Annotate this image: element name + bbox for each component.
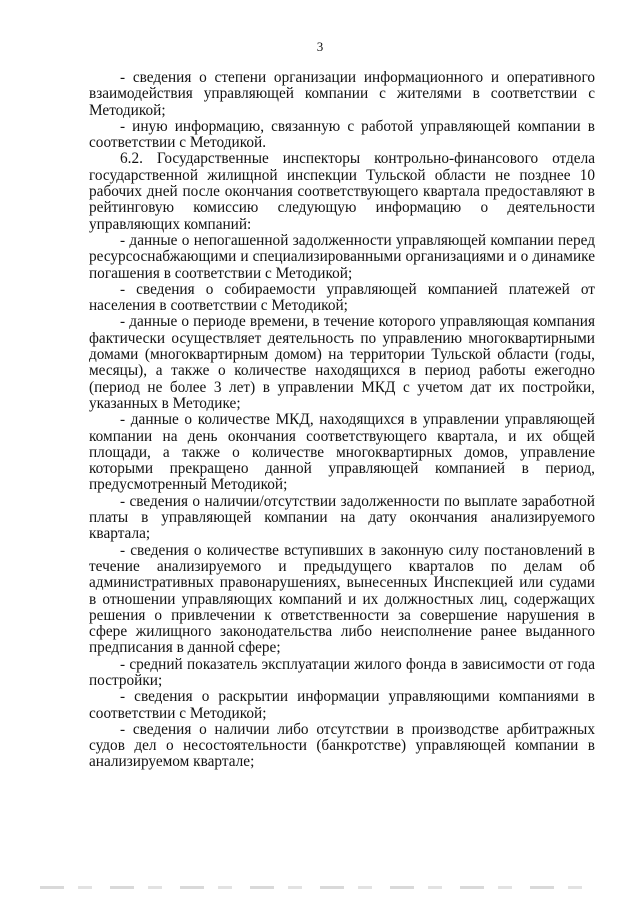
- paragraph: - данные о непогашенной задолженности управляющей компании перед ресурсоснабжающими и специализированными организациями и о динамике погашения в соответствии с Методикой;: [89, 231, 595, 282]
- scan-footer-artifact: [40, 886, 600, 889]
- paragraph: - сведения о раскрытии информации управляющими компаниями в соответствии с Методикой;: [89, 688, 595, 722]
- page-number: 3: [316, 39, 324, 54]
- paragraph: - средний показатель эксплуатации жилого фонда в зависимости от года постройки;: [89, 655, 595, 689]
- paragraph: - сведения о количестве вступивших в законную силу постановлений в течение анализируемого и предыдущего кварталов по делам об административных правонарушениях, вынесенных Инспекцией или судами в отношении управляющих компаний и их должностных лиц, содержащих решения о привлечении к ответственности за совершение нарушения в сфере жилищного законодательства либо неисполнение ранее выданного предписания в данной сфере;: [89, 541, 595, 657]
- section-paragraph-6-2: 6.2. Государственные инспекторы контрольно-финансового отдела государственной жилищной инспекции Тульской области не позднее 10 рабочих дней после окончания соответствующего квартала предоставляют в рейтинговую комиссию следующую информацию о деятельности управляющих компаний:: [89, 150, 595, 233]
- paragraph: - сведения о наличии/отсутствии задолженности по выплате заработной платы в управляющей компании на дату окончания анализируемого квартала;: [89, 492, 595, 543]
- paragraph: - иную информацию, связанную с работой управляющей компании в соответствии с Методикой.: [89, 117, 595, 152]
- paragraph: - данные о периоде времени, в течение которого управляющая компания фактически осуществляет деятельность по управлению многоквартирными домами (многоквартирным домом) на территории Тульской области (годы, месяцы), а также о количестве находящихся в период работы ежегодно (период не более 3 лет) в управлении МКД с учетом дат их постройки, указанных в Методике;: [89, 313, 595, 412]
- paragraph: - сведения о наличии либо отсутствии в производстве арбитражных судов дел о несостоятельности (банкротстве) управляющей компании в анализируемом квартале;: [89, 720, 595, 771]
- paragraph: - данные о количестве МКД, находящихся в управлении управляющей компании на день окончания соответствующего квартала, и их общей площади, а также о количестве многоквартирных домов, управление которыми прекращено данной управляющей компанией в период, предусмотренный Методикой;: [89, 411, 595, 494]
- paragraph: - сведения о степени организации информационного и оперативного взаимодействия управляющей компании с жителями в соответствии с Методикой;: [89, 69, 595, 119]
- document-body: [89, 70, 595, 771]
- paragraph: - сведения о собираемости управляющей компанией платежей от населения в соответствии с Методикой;: [89, 280, 595, 315]
